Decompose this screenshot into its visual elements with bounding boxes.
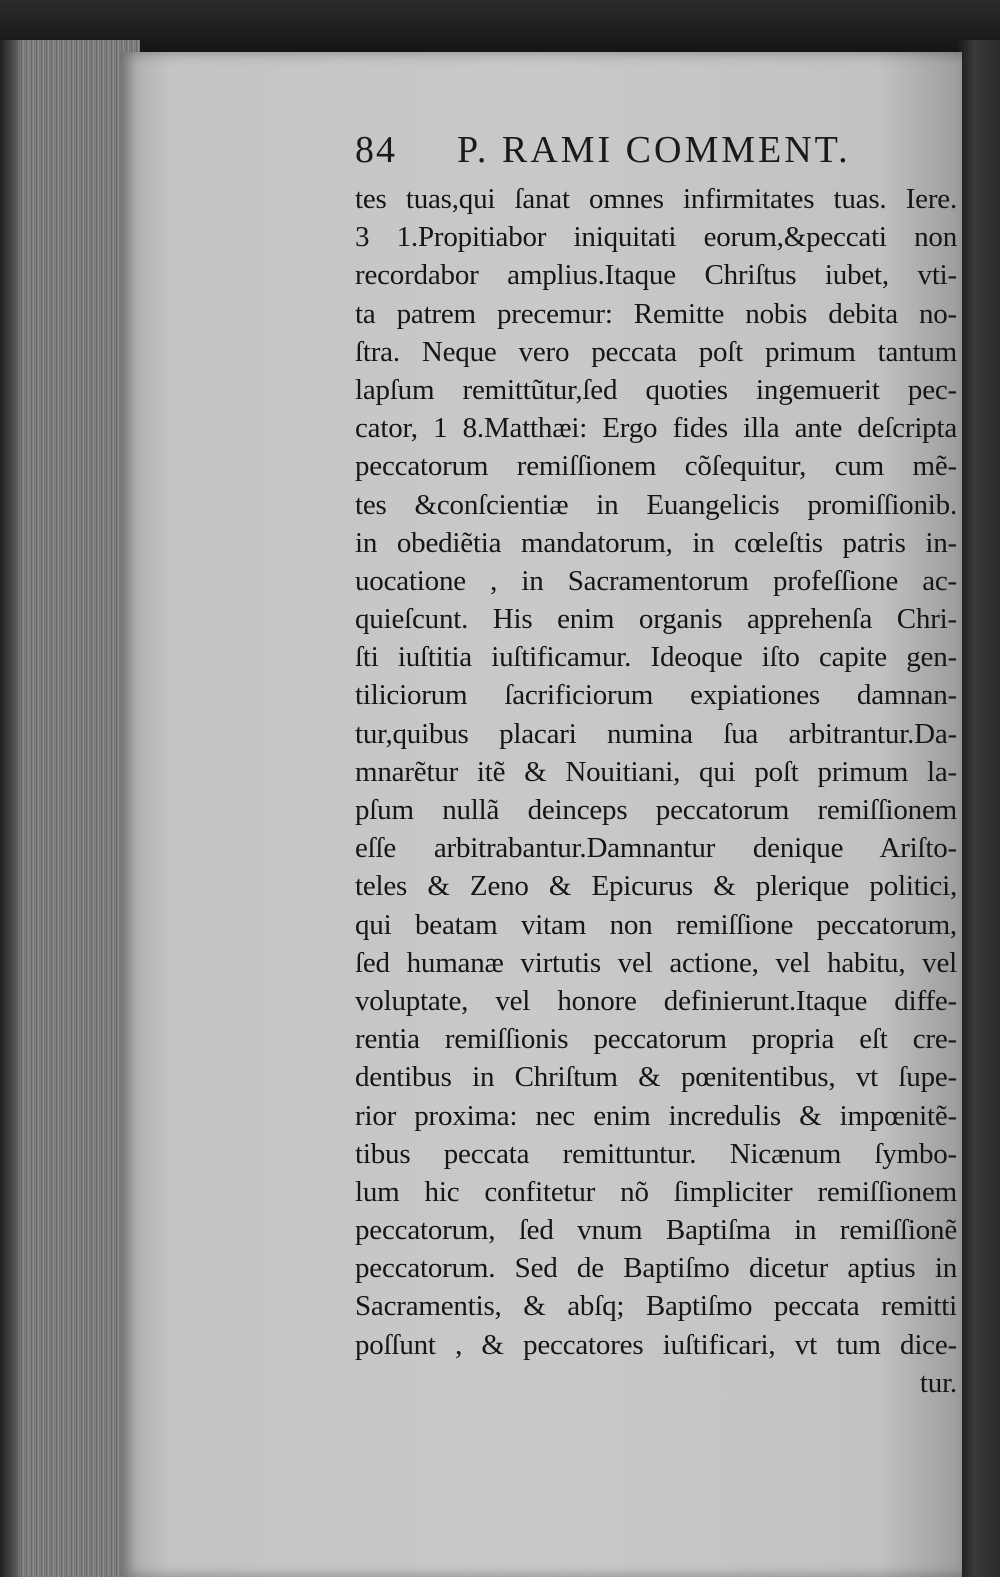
text-line: tes &conſcientiæ in Euangelicis promiſſionib. xyxy=(355,488,957,521)
body-text xyxy=(355,180,957,1402)
text-line: peccatorum remiſſionem cõſequitur, cum mẽ- xyxy=(355,450,957,483)
text-line: recordabor amplius.Itaque Chriſtus iubet, vti- xyxy=(355,259,957,292)
text-line: ſti iuſtitia iuſtificamur. Ideoque iſto capite gen- xyxy=(355,641,957,674)
text-line: lapſum remittũtur,ſed quoties ingemuerit pec- xyxy=(355,373,957,406)
facing-page-edge xyxy=(958,40,1000,1577)
text-line: poſſunt , & peccatores iuſtificari, vt tum dice- xyxy=(355,1328,957,1361)
text-line: tur,quibus placari numina ſua arbitrantur.Da- xyxy=(355,717,957,750)
text-line: ſed humanæ virtutis vel actione, vel habitu, vel xyxy=(355,946,957,979)
text-line-final: tur. xyxy=(919,1366,957,1399)
text-line: Sacramentis, & abſq; Baptiſmo peccata remitti xyxy=(355,1290,957,1323)
running-head: P. RAMI COMMENT. xyxy=(457,129,851,171)
text-line: mnarẽtur itẽ & Nouitiani, qui poſt primum la- xyxy=(355,755,957,788)
text-line: ta patrem precemur: Remitte nobis debita no- xyxy=(355,297,957,330)
text-line: rentia remiſſionis peccatorum propria eſt cre- xyxy=(355,1023,957,1056)
text-line: teles & Zeno & Epicurus & plerique politici, xyxy=(355,870,957,903)
text-line: cator, 1 8.Matthæi: Ergo fides illa ante deſcripta xyxy=(355,412,957,445)
text-line: in obediẽtia mandatorum, in cœleſtis patris in- xyxy=(355,526,957,559)
text-line: quieſcunt. His enim organis apprehenſa Chri- xyxy=(355,603,957,636)
text-line: rior proxima: nec enim incredulis & impœnitẽ- xyxy=(355,1099,957,1132)
text-line: ſtra. Neque vero peccata poſt primum tantum xyxy=(355,335,957,368)
text-line: pſum nullã deinceps peccatorum remiſſionem xyxy=(355,794,957,826)
text-line: tiliciorum ſacrificiorum expiationes damnan- xyxy=(355,679,957,712)
page-edges-shadow xyxy=(0,40,22,1577)
text-line: tes tuas,qui ſanat omnes infirmitates tuas. Iere. xyxy=(355,183,957,215)
text-line: tibus peccata remittuntur. Nicænum ſymbo- xyxy=(355,1137,957,1170)
text-line: dentibus in Chriſtum & pœnitentibus, vt ſupe- xyxy=(355,1061,957,1094)
text-line: peccatorum, ſed vnum Baptiſma in remiſſionẽ xyxy=(355,1214,957,1247)
text-line: eſſe arbitrabantur.Damnantur denique Ariſto- xyxy=(355,832,957,865)
text-line: qui beatam vitam non remiſſione peccatorum, xyxy=(355,908,957,941)
text-line: uocatione , in Sacramentorum profeſſione ac- xyxy=(355,564,957,597)
text-line: lum hic confitetur nõ ſimpliciter remiſſionem xyxy=(355,1175,957,1208)
text-line: voluptate, vel honore definierunt.Itaque diffe- xyxy=(355,984,957,1017)
text-line: 3 1.Propitiabor iniquitati eorum,&peccati non xyxy=(355,221,957,254)
page-header xyxy=(355,128,875,176)
book-binding-top xyxy=(0,0,1000,52)
page-number: 84 xyxy=(355,129,397,171)
text-line: peccatorum. Sed de Baptiſmo dicetur aptius in xyxy=(355,1252,957,1285)
